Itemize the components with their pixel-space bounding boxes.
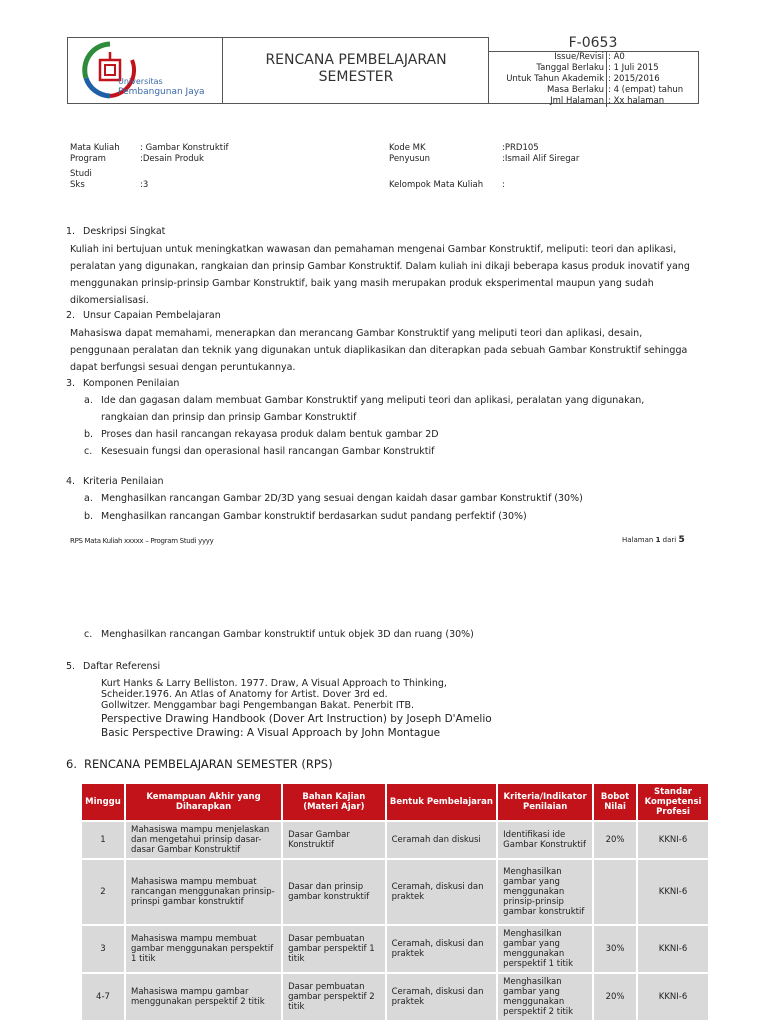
cell-bobot: 30% — [593, 925, 637, 973]
list-item: Menghasilkan rancangan Gambar konstruktif berdasarkan sudut pandang perfektif (30%) — [101, 511, 527, 522]
section-1-title: Deskripsi Singkat — [83, 226, 166, 237]
cell-minggu: 2 — [81, 859, 125, 925]
info-prog-label: Program — [70, 154, 106, 164]
table-row — [81, 821, 709, 859]
list-item: Kesesuain fungsi dan operasional hasil rancangan Gambar Konstruktif — [101, 446, 435, 457]
cell-bentuk: Ceramah, diskusi dan praktek — [386, 973, 498, 1021]
cell-standar: KKNI-6 — [637, 859, 709, 925]
footer-page-current: 1 — [655, 536, 661, 544]
list-marker: a. — [84, 493, 93, 504]
cell-bahan: Dasar pembuatan gambar perspektif 2 titik — [282, 973, 386, 1021]
title-line-2: SEMESTER — [318, 69, 394, 85]
section-6-title: RENCANA PEMBELAJARAN SEMESTER (RPS) — [84, 757, 333, 771]
info-kel-value: : — [502, 180, 505, 190]
section-3-number: 3. — [66, 378, 76, 389]
section-5-number: 5. — [66, 661, 76, 672]
reference-item: Gollwitzer. Menggambar bagi Pengembangan Bakat. Penerbit ITB. — [101, 700, 414, 711]
cell-kemampuan: Mahasiswa mampu membuat rancangan menggunakan prinsip-prinspi gambar konstruktif — [125, 859, 282, 925]
logo-text-name: Pembangunan Jaya — [118, 87, 205, 97]
cell-bobot: 20% — [593, 821, 637, 859]
cell-kriteria: Menghasilkan gambar yang menggunakan prinsip-prinsip gambar konstruktif — [497, 859, 593, 925]
meta-row-masa: Masa Berlaku : 4 (empat) tahun — [546, 85, 684, 95]
list-item: Menghasilkan rancangan Gambar 2D/3D yang sesuai dengan kaidah dasar gambar Konstruktif (30%) — [101, 493, 583, 504]
reference-list-extra — [101, 712, 492, 740]
list-item: Proses dan hasil rancangan rekayasa produk dalam bentuk gambar 2D — [101, 429, 439, 440]
reference-item: Scheider.1976. An Atlas of Anatomy for Artist. Dover 3rd ed. — [101, 689, 388, 700]
cell-bahan: Dasar Gambar Konstruktif — [282, 821, 386, 859]
section-4-title: Kriteria Penilaian — [83, 476, 164, 487]
section-2-number: 2. — [66, 310, 76, 321]
section-6-number: 6. — [66, 757, 77, 771]
section-3-title: Komponen Penilaian — [83, 378, 180, 389]
list-item-cont: rangkaian dan prinsip dan prinsip Gambar Konstruktif — [101, 412, 357, 423]
paragraph-line: Mahasiswa dapat memahami, menerapkan dan merancang Gambar Konstruktif yang meliputi teori dan aplikasi, desain, — [70, 328, 643, 339]
page-footer-right — [622, 535, 685, 545]
cell-minggu: 3 — [81, 925, 125, 973]
col-header-bentuk: Bentuk Pembelajaran — [386, 783, 498, 821]
university-logo — [80, 40, 225, 102]
cell-kemampuan: Mahasiswa mampu membuat gambar menggunakan perspektif 1 titik — [125, 925, 282, 973]
cell-bentuk: Ceramah, diskusi dan praktek — [386, 925, 498, 973]
cell-bahan: Dasar pembuatan gambar perspektif 1 titik — [282, 925, 386, 973]
info-kel-label: Kelompok Mata Kuliah — [389, 180, 484, 190]
rps-table — [80, 782, 710, 1022]
cell-kriteria: Menghasilkan gambar yang menggunakan perspektif 2 titik — [497, 973, 593, 1021]
meta-row-halaman: Jml Halaman : Xx halaman — [550, 96, 665, 106]
info-mk-label: Mata Kuliah — [70, 143, 120, 153]
reference-item: Perspective Drawing Handbook (Dover Art Instruction) by Joseph D'Amelio — [101, 713, 492, 725]
cell-minggu: 1 — [81, 821, 125, 859]
section-5-title: Daftar Referensi — [83, 661, 161, 672]
cell-standar: KKNI-6 — [637, 925, 709, 973]
info-prog-value: :Desain Produk — [140, 154, 204, 164]
paragraph-line: dikomersialisasi. — [70, 295, 149, 306]
section-4-number: 4. — [66, 476, 76, 487]
footer-page-label: Halaman — [622, 536, 656, 544]
cell-minggu: 4-7 — [81, 973, 125, 1021]
cell-bentuk: Ceramah dan diskusi — [386, 821, 498, 859]
info-peny-label: Penyusun — [389, 154, 431, 164]
logo-text-universitas: Universitas — [118, 77, 163, 86]
col-header-minggu: Minggu — [81, 783, 125, 821]
list-item: Ide dan gagasan dalam membuat Gambar Konstruktif yang meliputi teori dan aplikasi, peralatan yang digunakan, — [101, 395, 645, 406]
section-2-title: Unsur Capaian Pembelajaran — [83, 310, 221, 321]
info-studi-label: Studi — [70, 169, 92, 179]
info-peny-value: :Ismail Alif Siregar — [502, 154, 580, 164]
paragraph-line: penggunaan peralatan dan teknik yang digunakan untuk diaplikasikan dan diterapkan pada sebuah Gambar Konstruktif sehingga — [70, 345, 688, 356]
paragraph-line: Kuliah ini bertujuan untuk meningkatkan wawasan dan pemahaman mengenai Gambar Konstruktif, meliputi: teori dan aplikasi, — [70, 244, 677, 255]
cell-bentuk: Ceramah, diskusi dan praktek — [386, 859, 498, 925]
page-footer-left: RPS Mata Kuliah xxxxx – Program Studi yyyy — [70, 537, 214, 545]
cell-kriteria: Identifikasi ide Gambar Konstruktif — [497, 821, 593, 859]
cell-bahan: Dasar dan prinsip gambar konstruktif — [282, 859, 386, 925]
list-marker: b. — [84, 429, 94, 440]
meta-row-tanggal: Tanggal Berlaku : 1 Juli 2015 — [536, 63, 659, 73]
list-marker: b. — [84, 511, 94, 522]
table-header-row — [81, 783, 709, 821]
table-row — [81, 925, 709, 973]
reference-item: Basic Perspective Drawing: A Visual Approach by John Montague — [101, 727, 441, 739]
cell-kriteria: Menghasilkan gambar yang menggunakan perspektif 1 titik — [497, 925, 593, 973]
info-kode-value: :PRD105 — [502, 143, 539, 153]
reference-list — [101, 678, 447, 711]
col-header-kriteria: Kriteria/Indikator Penilaian — [497, 783, 593, 821]
info-mk-value: : Gambar Konstruktif — [140, 143, 229, 153]
table-row — [81, 859, 709, 925]
col-header-kemampuan: Kemampuan Akhir yang Diharapkan — [125, 783, 282, 821]
page-title — [226, 52, 486, 86]
info-sks-label: Sks — [70, 180, 85, 190]
meta-row-tahun: Untuk Tahun Akademik : 2015/2016 — [506, 74, 660, 84]
section-1-body — [70, 241, 690, 309]
cell-bobot: 20% — [593, 973, 637, 1021]
meta-row-issue: Issue/Revisi : A0 — [554, 52, 625, 62]
title-line-1: RENCANA PEMBELAJARAN — [265, 52, 447, 68]
col-header-bahan: Bahan Kajian (Materi Ajar) — [282, 783, 386, 821]
col-header-standar: Standar Kompetensi Profesi — [637, 783, 709, 821]
footer-page-of: dari — [660, 536, 679, 544]
cell-standar: KKNI-6 — [637, 973, 709, 1021]
cell-kemampuan: Mahasiswa mampu menjelaskan dan mengetahui prinsip dasar-dasar Gambar Konstruktif — [125, 821, 282, 859]
section-2-body — [70, 325, 687, 376]
info-sks-value: :3 — [140, 180, 149, 190]
list-item: Menghasilkan rancangan Gambar konstruktif untuk objek 3D dan ruang (30%) — [101, 629, 474, 640]
section-1-number: 1. — [66, 226, 76, 237]
cell-standar: KKNI-6 — [637, 821, 709, 859]
list-marker: c. — [84, 629, 93, 640]
cell-bobot — [593, 859, 637, 925]
info-kode-label: Kode MK — [389, 143, 426, 153]
list-marker: c. — [84, 446, 93, 457]
form-code: F-0653 — [568, 35, 618, 51]
footer-page-total: 5 — [678, 535, 685, 545]
reference-item: Kurt Hanks & Larry Belliston. 1977. Draw, A Visual Approach to Thinking, — [101, 678, 447, 689]
list-marker: a. — [84, 395, 93, 406]
paragraph-line: menggunakan prinsip-prinsip Gambar Konstruktif, baik yang masih merupakan produk eksperimental maupun yang sudah — [70, 278, 654, 289]
paragraph-line: peralatan yang digunakan, rangkaian dan prinsip Gambar Konstruktif. Dalam kuliah ini dikaji beberapa kasus produk inovatif yang — [70, 261, 690, 272]
col-header-bobot: Bobot Nilai — [593, 783, 637, 821]
table-row — [81, 973, 709, 1021]
cell-kemampuan: Mahasiswa mampu gambar menggunakan perspektif 2 titik — [125, 973, 282, 1021]
paragraph-line: dapat berfungsi sesuai dengan peruntukannya. — [70, 362, 296, 373]
